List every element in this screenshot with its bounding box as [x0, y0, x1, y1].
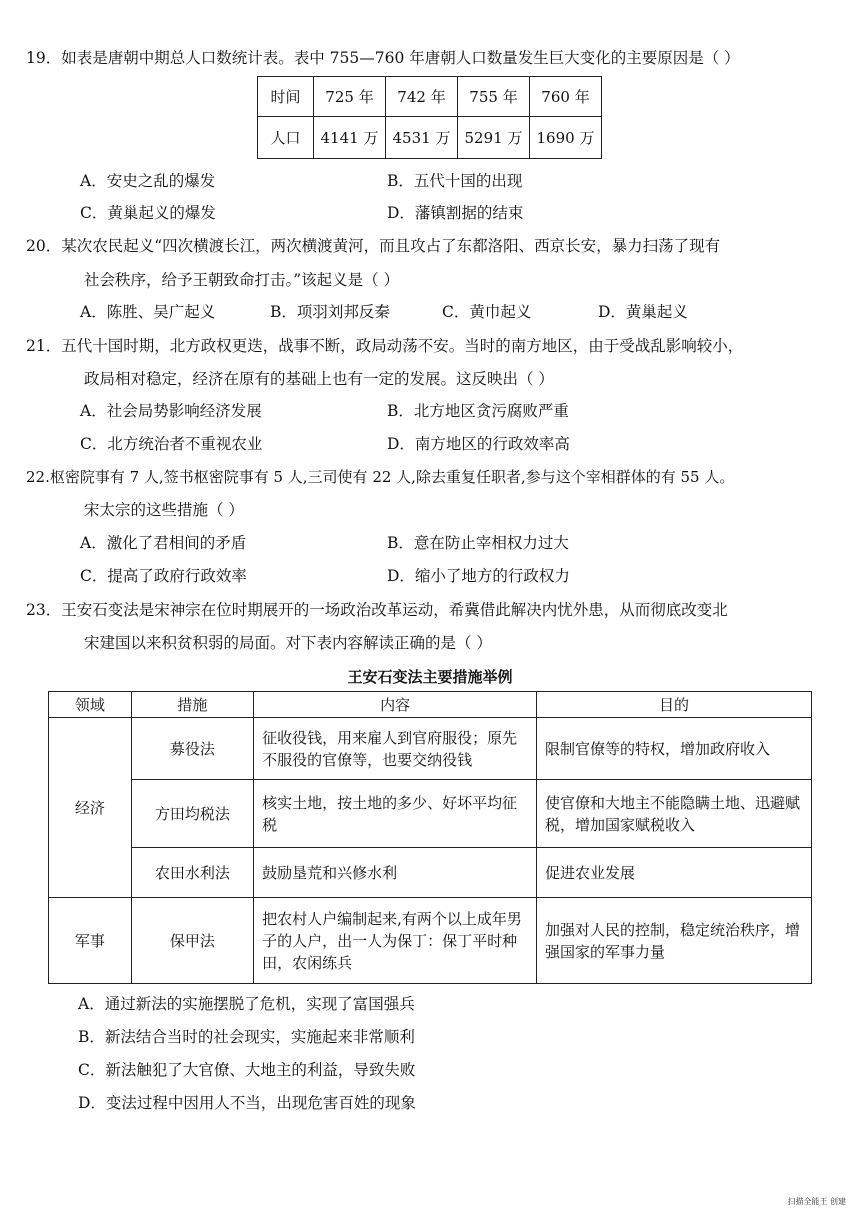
- q23-option-b: B．新法结合当时的社会现实，实施起来非常顺利: [78, 1028, 415, 1046]
- q19-cell: 1690 万: [530, 117, 602, 159]
- q19-cell: 760 年: [530, 77, 602, 117]
- q23-measure: 方田均税法: [131, 780, 253, 848]
- q20-option-d: D．黄巢起义: [598, 303, 688, 321]
- q19-cell: 725 年: [314, 77, 386, 117]
- q23-reform-table: [48, 691, 812, 984]
- q20-stem-line2: 社会秩序，给予王朝致命打击。”该起义是（ ）: [84, 271, 400, 289]
- q19-stem: 19．如表是唐朝中期总人口数统计表。表中 755—760 年唐朝人口数量发生巨大变化的主要原因是（ ）: [26, 49, 740, 67]
- q23-measure: 募役法: [131, 718, 253, 780]
- q23-domain-military: 军事: [49, 898, 132, 984]
- q19-option-b: B．五代十国的出现: [387, 172, 523, 190]
- q19-cell: 4141 万: [314, 117, 386, 159]
- q23-measure: 保甲法: [131, 898, 253, 984]
- q22-stem-line2: 宋太宗的这些措施（ ）: [84, 501, 244, 519]
- q21-option-c: C．北方统治者不重视农业: [80, 435, 263, 453]
- q19-option-c: C．黄巢起义的爆发: [80, 204, 216, 222]
- q21-stem-line1: 21．五代十国时期，北方政权更迭，战事不断，政局动荡不安。当时的南方地区，由于受战乱影响较小，: [26, 337, 744, 355]
- q19-population-table: [257, 76, 602, 159]
- q22-option-c: C．提高了政府行政效率: [80, 567, 247, 585]
- q21-stem-line2: 政局相对稳定，经济在原有的基础上也有一定的发展。这反映出（ ）: [84, 370, 554, 388]
- q19-option-a: A．安史之乱的爆发: [80, 172, 216, 190]
- q20-option-a: A．陈胜、吴广起义: [80, 303, 216, 321]
- q23-stem-line2: 宋建国以来积贫积弱的局面。对下表内容解读正确的是（ ）: [84, 634, 492, 652]
- q20-stem-line1: 20．某次农民起义“四次横渡长江，两次横渡黄河，而且攻占了东都洛阳、西京长安，暴力扫荡了现有: [26, 237, 721, 255]
- q23-header-purpose: 目的: [537, 692, 812, 718]
- q19-cell: 人口: [258, 117, 314, 159]
- q21-option-a: A．社会局势影响经济发展: [80, 402, 262, 420]
- q21-option-b: B．北方地区贪污腐败严重: [387, 402, 569, 420]
- q19-cell: 5291 万: [458, 117, 530, 159]
- q23-content: 把农村人户编制起来,有两个以上成年男子的人户，出一人为保丁：保丁平时种田，农闲练兵: [254, 898, 537, 984]
- q23-option-a: A．通过新法的实施摆脱了危机，实现了富国强兵: [78, 995, 415, 1013]
- q22-stem-line1: 22.枢密院事有 7 人,签书枢密院事有 5 人,三司使有 22 人,除去重复任职者,参与这个宰相群体的有 55 人。: [26, 468, 735, 486]
- q23-content: 核实土地，按土地的多少、好坏平均征税: [254, 780, 537, 848]
- q20-option-b: B．项羽刘邦反秦: [270, 303, 390, 321]
- q23-option-d: D．变法过程中因用人不当，出现危害百姓的现象: [78, 1094, 416, 1112]
- scanner-watermark: 扫描全能王 创建: [787, 1197, 846, 1206]
- q23-purpose: 促进农业发展: [537, 848, 812, 898]
- q23-header-measure: 措施: [131, 692, 253, 718]
- q23-purpose: 使官僚和大地主不能隐瞒土地、迅避赋税，增加国家赋税收入: [537, 780, 812, 848]
- q19-cell: 742 年: [386, 77, 458, 117]
- q23-measure: 农田水利法: [131, 848, 253, 898]
- q23-table-title: 王安石变法主要措施举例: [347, 668, 513, 686]
- q23-option-c: C．新法触犯了大官僚、大地主的利益，导致失败: [78, 1061, 416, 1079]
- q23-content: 征收役钱，用来雇人到官府服役；原先不服役的官僚等，也要交纳役钱: [254, 718, 537, 780]
- q22-option-a: A．激化了君相间的矛盾: [80, 534, 247, 552]
- q19-cell: 755 年: [458, 77, 530, 117]
- q23-purpose: 限制官僚等的特权，增加政府收入: [537, 718, 812, 780]
- q21-option-d: D．南方地区的行政效率高: [387, 435, 570, 453]
- q23-stem-line1: 23．王安石变法是宋神宗在位时期展开的一场政治改革运动，希冀借此解决内忧外患，从而彻底改变北: [26, 601, 728, 619]
- q23-domain-economy: 经济: [49, 718, 132, 898]
- q23-content: 鼓励垦荒和兴修水利: [254, 848, 537, 898]
- q19-cell: 时间: [258, 77, 314, 117]
- q19-option-d: D．藩镇割据的结束: [387, 204, 524, 222]
- q22-option-d: D．缩小了地方的行政权力: [387, 567, 570, 585]
- q19-cell: 4531 万: [386, 117, 458, 159]
- q23-purpose: 加强对人民的控制，稳定统治秩序，增强国家的军事力量: [537, 898, 812, 984]
- q23-header-domain: 领域: [49, 692, 132, 718]
- q23-header-content: 内容: [254, 692, 537, 718]
- q20-option-c: C．黄巾起义: [442, 303, 532, 321]
- q22-option-b: B．意在防止宰相权力过大: [387, 534, 569, 552]
